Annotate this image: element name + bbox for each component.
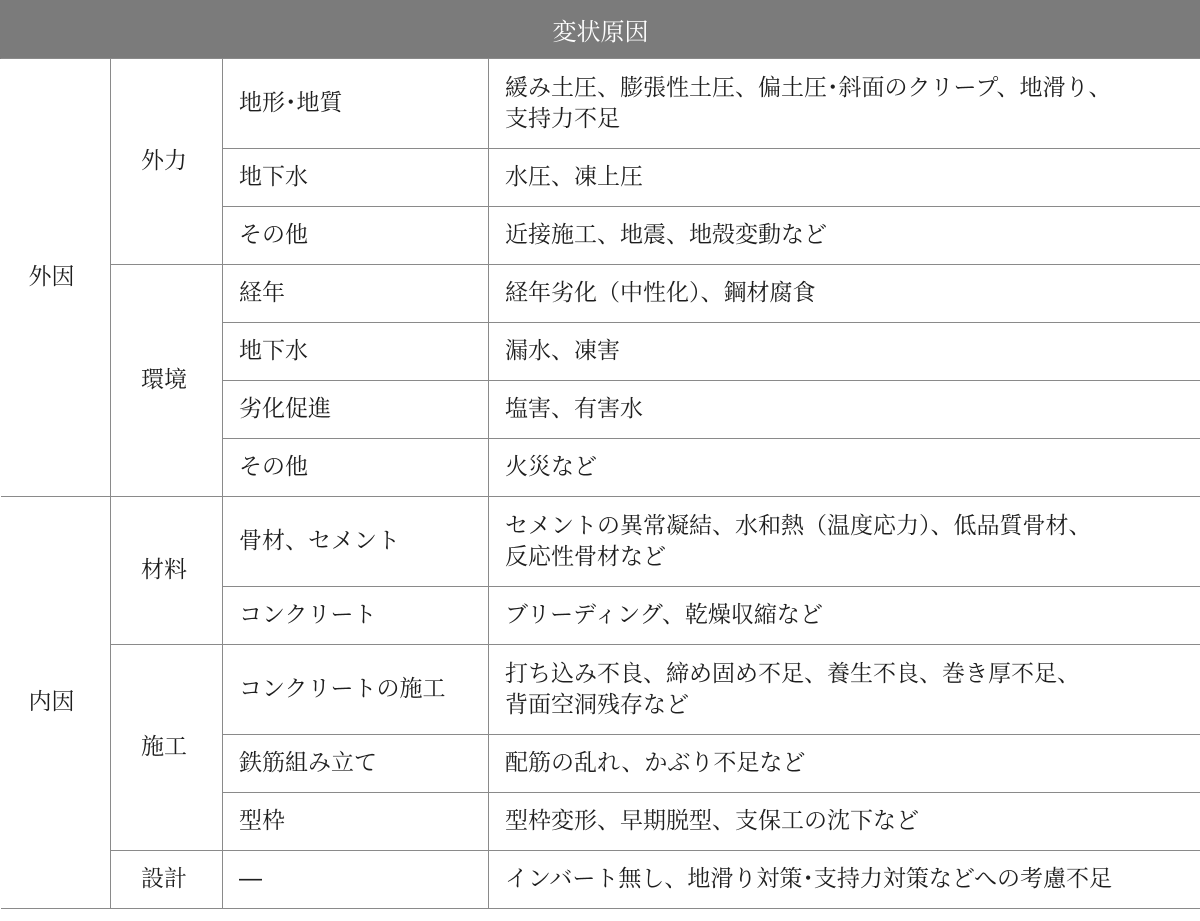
table-header: 変状原因	[1, 0, 1200, 59]
subcategory-material: 材料	[111, 497, 223, 645]
cause-description: 経年劣化（中性化）、鋼材腐食	[489, 265, 1200, 323]
cause-item: 地形･地質	[223, 59, 489, 149]
category-external: 外因	[1, 59, 111, 497]
cause-description: 漏水、凍害	[489, 323, 1200, 381]
cause-description: セメントの異常凝結、水和熱（温度応力）、低品質骨材、 反応性骨材など	[489, 497, 1200, 587]
cause-item: 経年	[223, 265, 489, 323]
table-row	[1, 645, 1200, 735]
subcategory-construction: 施工	[111, 645, 223, 851]
category-internal: 内因	[1, 497, 111, 909]
cause-item: コンクリートの施工	[223, 645, 489, 735]
cause-item: 地下水	[223, 323, 489, 381]
cause-description: 緩み土圧、膨張性土圧、偏土圧･斜面のクリープ、地滑り、 支持力不足	[489, 59, 1200, 149]
cause-item: ―	[223, 851, 489, 909]
cause-item: 地下水	[223, 149, 489, 207]
table-row	[1, 851, 1200, 909]
table-row	[1, 497, 1200, 587]
cause-description: 配筋の乱れ、かぶり不足など	[489, 735, 1200, 793]
cause-item: 骨材、セメント	[223, 497, 489, 587]
cause-item: 劣化促進	[223, 381, 489, 439]
cause-item: 型枠	[223, 793, 489, 851]
cause-description: インバート無し、地滑り対策･支持力対策などへの考慮不足	[489, 851, 1200, 909]
cause-item: 鉄筋組み立て	[223, 735, 489, 793]
subcategory-environment: 環境	[111, 265, 223, 497]
cause-description: 型枠変形、早期脱型、支保工の沈下など	[489, 793, 1200, 851]
table-row	[1, 265, 1200, 323]
cause-description: 火災など	[489, 439, 1200, 497]
subcategory-design: 設計	[111, 851, 223, 909]
cause-description: 水圧、凍上圧	[489, 149, 1200, 207]
cause-item: コンクリート	[223, 587, 489, 645]
cause-description: 塩害、有害水	[489, 381, 1200, 439]
subcategory-force: 外力	[111, 59, 223, 265]
cause-description: 打ち込み不良、締め固め不足、養生不良、巻き厚不足、 背面空洞残存など	[489, 645, 1200, 735]
cause-item: その他	[223, 207, 489, 265]
cause-description: 近接施工、地震、地殻変動など	[489, 207, 1200, 265]
table-row	[1, 59, 1200, 149]
cause-description: ブリーディング、乾燥収縮など	[489, 587, 1200, 645]
cause-item: その他	[223, 439, 489, 497]
